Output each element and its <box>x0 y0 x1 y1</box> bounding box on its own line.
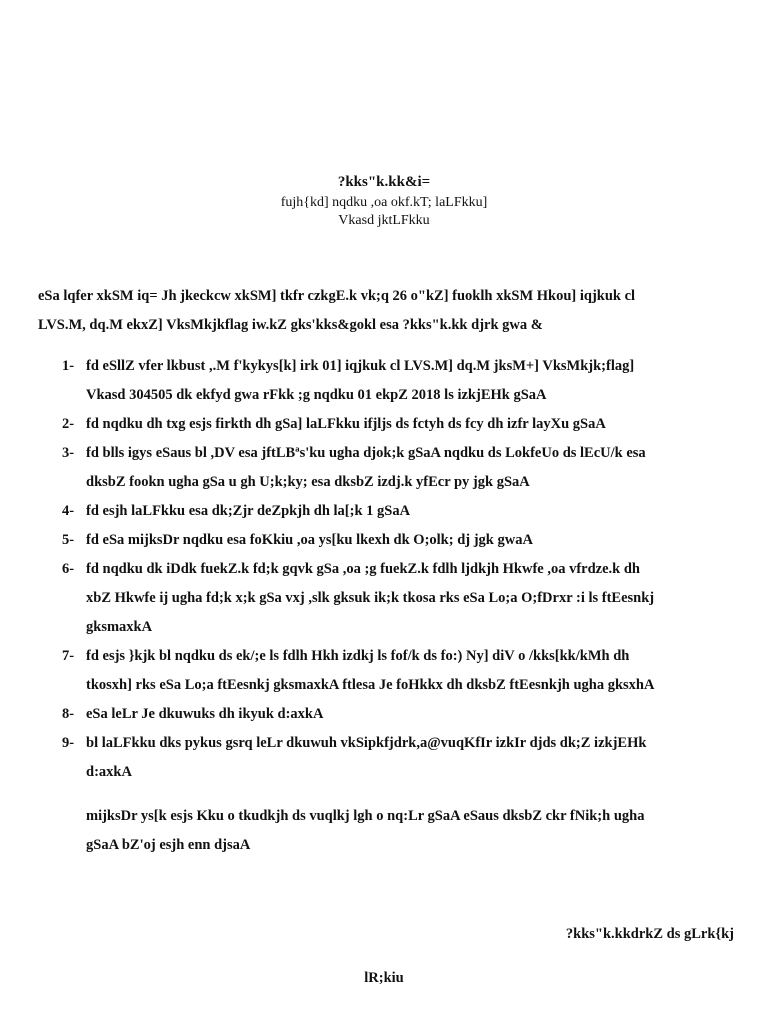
item-text: fd eSa mijksDr nqdku esa foKkiu ,oa ys[ku lkexh dk O;olk; dj jgk gwaA <box>86 532 533 548</box>
item-number: 9- <box>62 735 75 751</box>
list-item <box>62 526 742 555</box>
addressee-line-2: Vkasd jktLFkku <box>338 213 430 228</box>
intro-paragraph <box>38 282 728 340</box>
item-text: tkosxh] rks eSa Lo;a ftEesnkj gksmaxkA ftlesa Je foHkkx dh dksbZ ftEesnkjh ugha gksxhA <box>86 677 655 693</box>
list-item <box>62 410 742 439</box>
item-text: dksbZ fookn ugha gSa u gh U;k;ky; esa dksbZ izdj.k yfEcr py jgk gSaA <box>86 474 530 490</box>
item-text: fd esjh laLFkku esa dk;Zjr deZpkjh dh la[;k 1 gSaA <box>86 503 411 519</box>
addressee-line-1: fujh{kd] nqdku ,oa okf.kT; laLFkku] <box>280 195 488 210</box>
item-text: fd nqdku dk iDdk fuekZ.k fd;k gqvk gSa ,oa ;g fuekZ.k fdlh ljdkjh Hkwfe ,oa vfrdze.k dh <box>86 561 640 577</box>
item-text: xbZ Hkwfe ij ugha fd;k x;k gSa vxj ,slk gksuk ik;k tkosa rks eSa Lo;a O;fDrxr :i ls ftEesnkj <box>86 590 655 606</box>
verification-heading: lR;kiu <box>364 970 404 986</box>
list-item <box>62 729 742 787</box>
item-text: bl laLFkku dks pykus gsrq leLr dkuwuh vkSipkfjdrk,a@vuqKfIr izkIr djds dk;Z izkjEHk <box>86 735 647 751</box>
item-text: Vkasd 304505 dk ekfyd gwa rFkk ;g nqdku 01 ekpZ 2018 ls izkjEHk gSaA <box>86 387 547 403</box>
closing-line: gSaA bZ'oj esjh enn djsaA <box>86 837 251 853</box>
list-item <box>62 642 742 700</box>
declarant-signature-label: ?kks"k.kkdrkZ ds gLrk{kj <box>565 926 734 942</box>
list-item <box>62 700 742 729</box>
list-item <box>62 352 742 410</box>
item-number: 6- <box>62 561 75 577</box>
item-text: fd esjs }kjk bl nqdku ds ek/;e ls fdlh Hkh izdkj ls fof/k ds fo:) Ny] diV o /kks[kk/kMh dh <box>86 648 630 664</box>
item-text: d:axkA <box>86 764 132 780</box>
list-item <box>62 497 742 526</box>
item-number: 8- <box>62 706 75 722</box>
item-number: 7- <box>62 648 75 664</box>
closing-statement <box>86 802 736 860</box>
item-text: eSa leLr Je dkuwuks dh ikyuk d:axkA <box>86 706 324 722</box>
list-item <box>62 439 742 497</box>
item-number: 2- <box>62 416 75 432</box>
intro-line: LVS.M, dq.M ekxZ] VksMkjkflag iw.kZ gks'kks&gokl esa ?kks"k.kk djrk gwa & <box>38 317 543 333</box>
item-text: fd eSllZ vfer lkbust ,.M f'kykys[k] irk 01] iqjkuk cl LVS.M] dq.M jksM+] VksMkjk;flag] <box>86 358 635 374</box>
document-title: ?kks"k.kk&i= <box>337 174 431 190</box>
item-text: gksmaxkA <box>86 619 153 635</box>
item-number: 3- <box>62 445 75 461</box>
item-number: 5- <box>62 532 75 548</box>
closing-line: mijksDr ys[k esjs Kku o tkudkjh ds vuqlkj lgh o nq:Lr gSaA eSaus dksbZ ckr fNik;h ugha <box>86 808 645 824</box>
item-text: fd nqdku dh txg esjs firkth dh gSa] laLFkku ifjljs ds fctyh ds fcy dh izfr layXu gSaA <box>86 416 606 432</box>
item-number: 4- <box>62 503 75 519</box>
item-text: fd blls igys eSaus bl ,DV esa jftLBªs'ku ugha djok;k gSaA nqdku ds LokfeUo ds lEcU/k esa <box>86 445 646 461</box>
list-item <box>62 555 742 642</box>
intro-line: eSa lqfer xkSM iq= Jh jkeckcw xkSM] tkfr czkgE.k vk;q 26 o"kZ] fuoklh xkSM Hkou] iqjkuk cl <box>38 288 636 304</box>
declaration-list <box>62 352 742 787</box>
item-number: 1- <box>62 358 75 374</box>
